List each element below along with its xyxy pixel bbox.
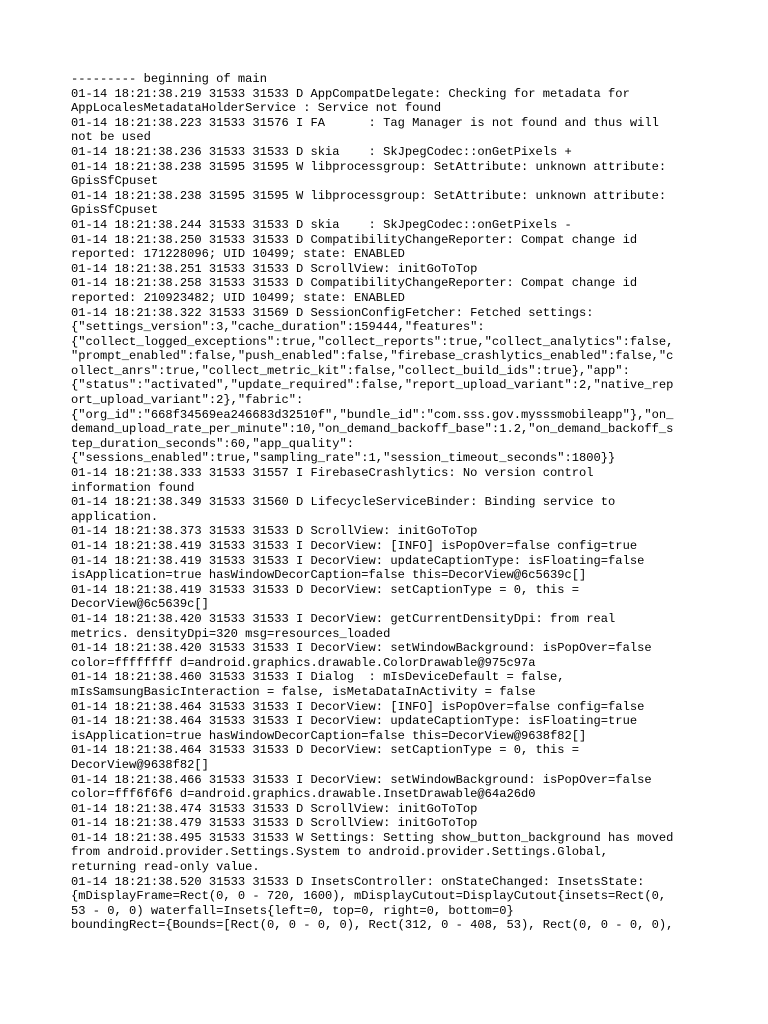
log-line: ollect_anrs":true,"collect_metric_kit":false,"collect_build_ids":true},"app": — [71, 363, 630, 378]
log-line: 01-14 18:21:38.420 31533 31533 I DecorView: setWindowBackground: isPopOver=false — [71, 641, 652, 656]
log-line: {"org_id":"668f34569ea246683d32510f","bundle_id":"com.sss.gov.mysssmobileapp"},"on_ — [71, 407, 674, 422]
log-line: 01-14 18:21:38.223 31533 31576 I FA : Tag Manager is not found and thus will — [71, 115, 659, 130]
log-line: mIsSamsungBasicInteraction = false, isMetaDataInActivity = false — [71, 684, 536, 699]
log-line: DecorView@6c5639c[] — [71, 597, 209, 612]
log-line: 01-14 18:21:38.464 31533 31533 D DecorView: setCaptionType = 0, this = — [71, 743, 580, 758]
log-line: ort_upload_variant":2},"fabric": — [71, 393, 304, 408]
log-line: returning read-only value. — [71, 860, 260, 875]
log-line: 01-14 18:21:38.333 31533 31557 I FirebaseCrashlytics: No version control — [71, 466, 594, 481]
log-line: reported: 210923482; UID 10499; state: ENABLED — [71, 290, 405, 305]
log-line: 01-14 18:21:38.495 31533 31533 W Settings: Setting show_button_background has moved — [71, 830, 674, 845]
log-line: boundingRect={Bounds=[Rect(0, 0 - 0, 0), Rect(312, 0 - 408, 53), Rect(0, 0 - 0, 0), — [71, 918, 674, 933]
log-line: 01-14 18:21:38.349 31533 31560 D LifecycleServiceBinder: Binding service to — [71, 495, 616, 510]
log-line: {"collect_logged_exceptions":true,"collect_reports":true,"collect_analytics":false, — [71, 334, 674, 349]
log-line: color=fff6f6f6 d=android.graphics.drawable.InsetDrawable@64a26d0 — [71, 787, 536, 802]
log-line: 01-14 18:21:38.479 31533 31533 D ScrollView: initGoToTop — [71, 816, 478, 831]
log-line: 01-14 18:21:38.238 31595 31595 W libprocessgroup: SetAttribute: unknown attribute: — [71, 159, 667, 174]
log-line: GpisSfCpuset — [71, 174, 159, 189]
log-line: 01-14 18:21:38.236 31533 31533 D skia : SkJpegCodec::onGetPixels + — [71, 144, 572, 159]
log-line: "prompt_enabled":false,"push_enabled":false,"firebase_crashlytics_enabled":false,"c — [71, 349, 674, 364]
log-line: isApplication=true hasWindowDecorCaption=false this=DecorView@9638f82[] — [71, 728, 587, 743]
log-line: isApplication=true hasWindowDecorCaption=false this=DecorView@6c5639c[] — [71, 568, 587, 583]
log-line: 01-14 18:21:38.322 31533 31569 D SessionConfigFetcher: Fetched settings: — [71, 305, 594, 320]
log-line: not be used — [71, 130, 151, 145]
log-line: 01-14 18:21:38.219 31533 31533 D AppCompatDelegate: Checking for metadata for — [71, 86, 630, 101]
log-line: 01-14 18:21:38.520 31533 31533 D InsetsController: onStateChanged: InsetsState: — [71, 874, 645, 889]
log-line: 01-14 18:21:38.420 31533 31533 I DecorView: getCurrentDensityDpi: from real — [71, 611, 616, 626]
log-line: DecorView@9638f82[] — [71, 757, 209, 772]
log-line: 01-14 18:21:38.419 31533 31533 D DecorView: setCaptionType = 0, this = — [71, 582, 580, 597]
log-line: from android.provider.Settings.System to android.provider.Settings.Global, — [71, 845, 609, 860]
log-line: reported: 171228096; UID 10499; state: ENABLED — [71, 247, 405, 262]
log-line: {"sessions_enabled":true,"sampling_rate":1,"session_timeout_seconds":1800}} — [71, 451, 616, 466]
log-line: 01-14 18:21:38.464 31533 31533 I DecorView: updateCaptionType: isFloating=true — [71, 714, 638, 729]
log-line: demand_upload_rate_per_minute":10,"on_demand_backoff_base":1.2,"on_demand_backoff_s — [71, 422, 674, 437]
log-line: color=ffffffff d=android.graphics.drawable.ColorDrawable@975c97a — [71, 655, 536, 670]
log-line: 01-14 18:21:38.464 31533 31533 I DecorView: [INFO] isPopOver=false config=false — [71, 699, 645, 714]
log-line: 01-14 18:21:38.258 31533 31533 D CompatibilityChangeReporter: Compat change id — [71, 276, 638, 291]
log-line: 01-14 18:21:38.419 31533 31533 I DecorView: [INFO] isPopOver=false config=true — [71, 539, 638, 553]
log-line: 01-14 18:21:38.419 31533 31533 I DecorView: updateCaptionType: isFloating=false — [71, 553, 645, 568]
log-line: AppLocalesMetadataHolderService : Service not found — [71, 101, 442, 116]
log-line: 01-14 18:21:38.244 31533 31533 D skia : SkJpegCodec::onGetPixels - — [71, 217, 572, 232]
log-line: 01-14 18:21:38.373 31533 31533 D ScrollView: initGoToTop — [71, 524, 478, 539]
log-line: application. — [71, 509, 159, 524]
log-line: 01-14 18:21:38.251 31533 31533 D ScrollView: initGoToTop — [71, 261, 478, 276]
log-line: 01-14 18:21:38.460 31533 31533 I Dialog : mIsDeviceDefault = false, — [71, 670, 565, 685]
log-line: 53 - 0, 0) waterfall=Insets{left=0, top=0, right=0, bottom=0} — [71, 903, 514, 918]
log-line: {"status":"activated","update_required":false,"report_upload_variant":2,"native_rep — [71, 378, 674, 393]
log-line: information found — [71, 480, 195, 495]
log-line: 01-14 18:21:38.474 31533 31533 D ScrollView: initGoToTop — [71, 801, 478, 816]
log-document — [71, 72, 721, 933]
log-line: 01-14 18:21:38.238 31595 31595 W libprocessgroup: SetAttribute: unknown attribute: — [71, 188, 667, 203]
log-line: tep_duration_seconds":60,"app_quality": — [71, 436, 355, 451]
log-line: 01-14 18:21:38.250 31533 31533 D CompatibilityChangeReporter: Compat change id — [71, 232, 638, 247]
log-line: {mDisplayFrame=Rect(0, 0 - 720, 1600), mDisplayCutout=DisplayCutout{insets=Rect(0, — [71, 889, 667, 904]
log-line: GpisSfCpuset — [71, 203, 159, 218]
log-line: metrics. densityDpi=320 msg=resources_loaded — [71, 626, 391, 641]
log-line: 01-14 18:21:38.466 31533 31533 I DecorView: setWindowBackground: isPopOver=false — [71, 772, 652, 787]
log-line: {"settings_version":3,"cache_duration":159444,"features": — [71, 320, 485, 335]
log-line: --------- beginning of main — [71, 72, 267, 86]
